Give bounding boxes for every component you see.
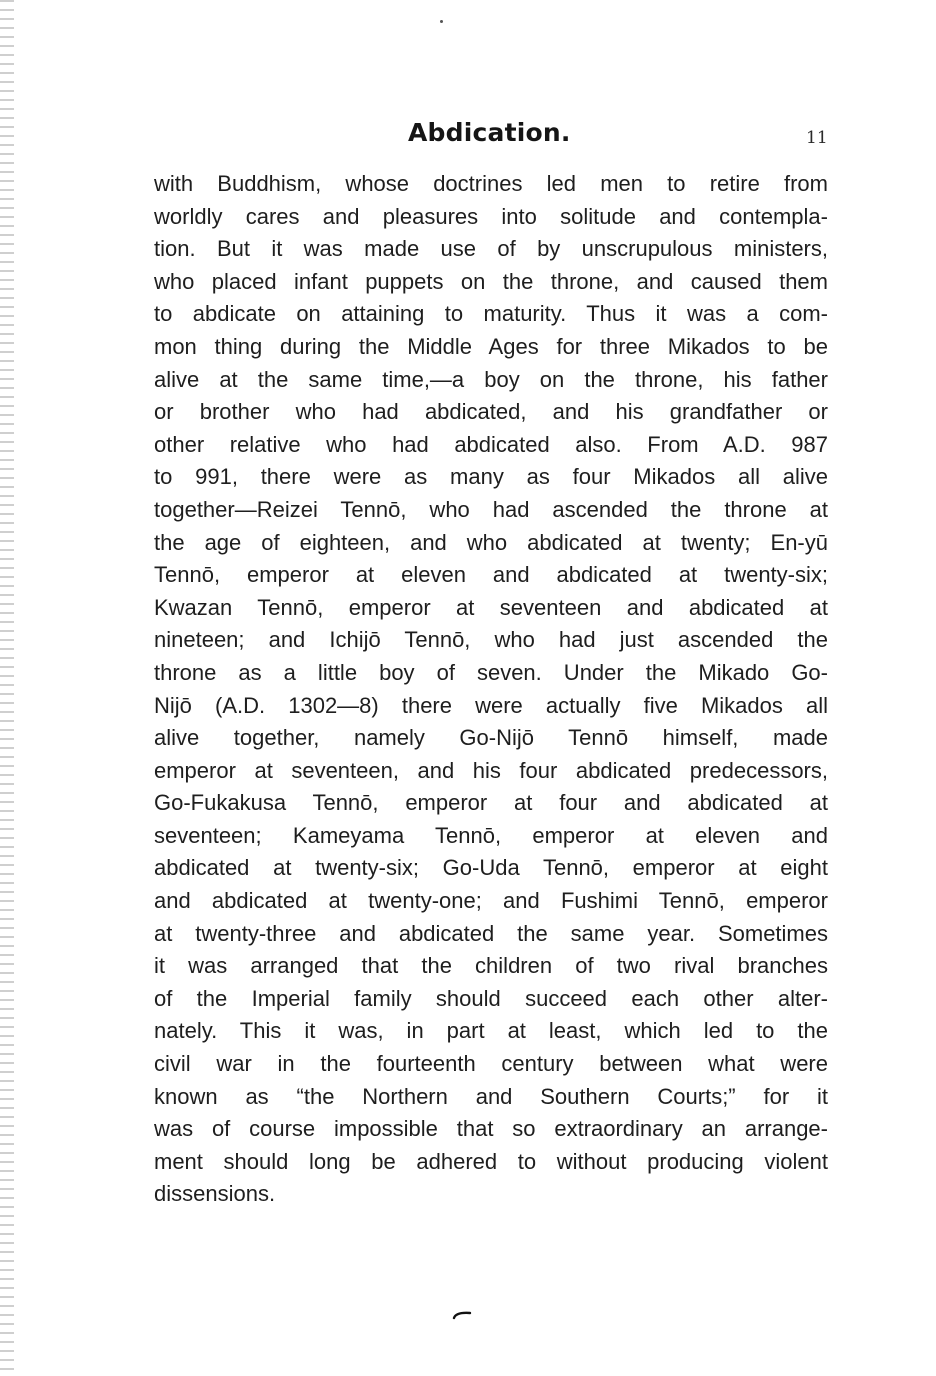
text-line: tion. But it was made use of by unscrupulous ministers,	[154, 236, 828, 262]
text-line: to 991, there were as many as four Mikados all alive	[154, 464, 828, 490]
text-line: worldly cares and pleasures into solitude and contempla-	[154, 203, 828, 229]
text-line: emperor at seventeen, and his four abdicated predecessors,	[154, 757, 828, 783]
text-line: who placed infant puppets on the throne, and caused them	[154, 268, 828, 294]
text-line: and abdicated at twenty-one; and Fushimi Tennō, emperor	[154, 888, 828, 914]
text-line: other relative who had abdicated also. From A.D. 987	[154, 431, 828, 457]
text-line: alive together, namely Go-Nijō Tennō himself, made	[154, 725, 828, 751]
text-line: was of course impossible that so extraordinary an arrange-	[154, 1116, 828, 1142]
page-title: Abdication.	[408, 118, 571, 147]
text-line: Tennō, emperor at eleven and abdicated at twenty-six;	[154, 562, 828, 588]
text-line-last: dissensions.	[154, 1181, 276, 1207]
text-line: the age of eighteen, and who abdicated at twenty; En-yū	[154, 529, 828, 555]
text-line: of the Imperial family should succeed each other alter-	[154, 985, 828, 1011]
text-line: nately. This it was, in part at least, which led to the	[154, 1018, 828, 1044]
text-line: Kwazan Tennō, emperor at seventeen and abdicated at	[154, 594, 828, 620]
body-paragraph	[154, 168, 828, 1211]
text-line: mon thing during the Middle Ages for three Mikados to be	[154, 333, 828, 359]
running-head	[0, 118, 936, 158]
text-line: at twenty-three and abdicated the same year. Sometimes	[154, 920, 828, 946]
text-line: throne as a little boy of seven. Under the Mikado Go-	[154, 659, 828, 685]
text-line: known as “the Northern and Southern Courts;” for it	[154, 1083, 828, 1109]
text-line: ment should long be adhered to without producing violent	[154, 1148, 828, 1174]
text-line: alive at the same time,—a boy on the throne, his father	[154, 366, 828, 392]
text-line: abdicated at twenty-six; Go-Uda Tennō, emperor at eight	[154, 855, 828, 881]
printing-speck	[440, 20, 443, 23]
text-line: Nijō (A.D. 1302—8) there were actually five Mikados all	[154, 692, 828, 718]
text-line: with Buddhism, whose doctrines led men to retire from	[154, 171, 828, 196]
page-binding-edge	[0, 0, 14, 1376]
text-line: nineteen; and Ichijō Tennō, who had just ascended the	[154, 627, 828, 653]
text-line: it was arranged that the children of two rival branches	[154, 953, 828, 979]
text-line: Go-Fukakusa Tennō, emperor at four and abdicated at	[154, 790, 828, 816]
printers-mark	[452, 1310, 472, 1320]
text-line: or brother who had abdicated, and his grandfather or	[154, 399, 828, 425]
text-line: together—Reizei Tennō, who had ascended the throne at	[154, 496, 828, 522]
text-line: seventeen; Kameyama Tennō, emperor at eleven and	[154, 822, 828, 848]
text-line: civil war in the fourteenth century between what were	[154, 1051, 828, 1077]
page-number: 11	[806, 128, 828, 148]
text-line: to abdicate on attaining to maturity. Thus it was a com-	[154, 301, 828, 327]
